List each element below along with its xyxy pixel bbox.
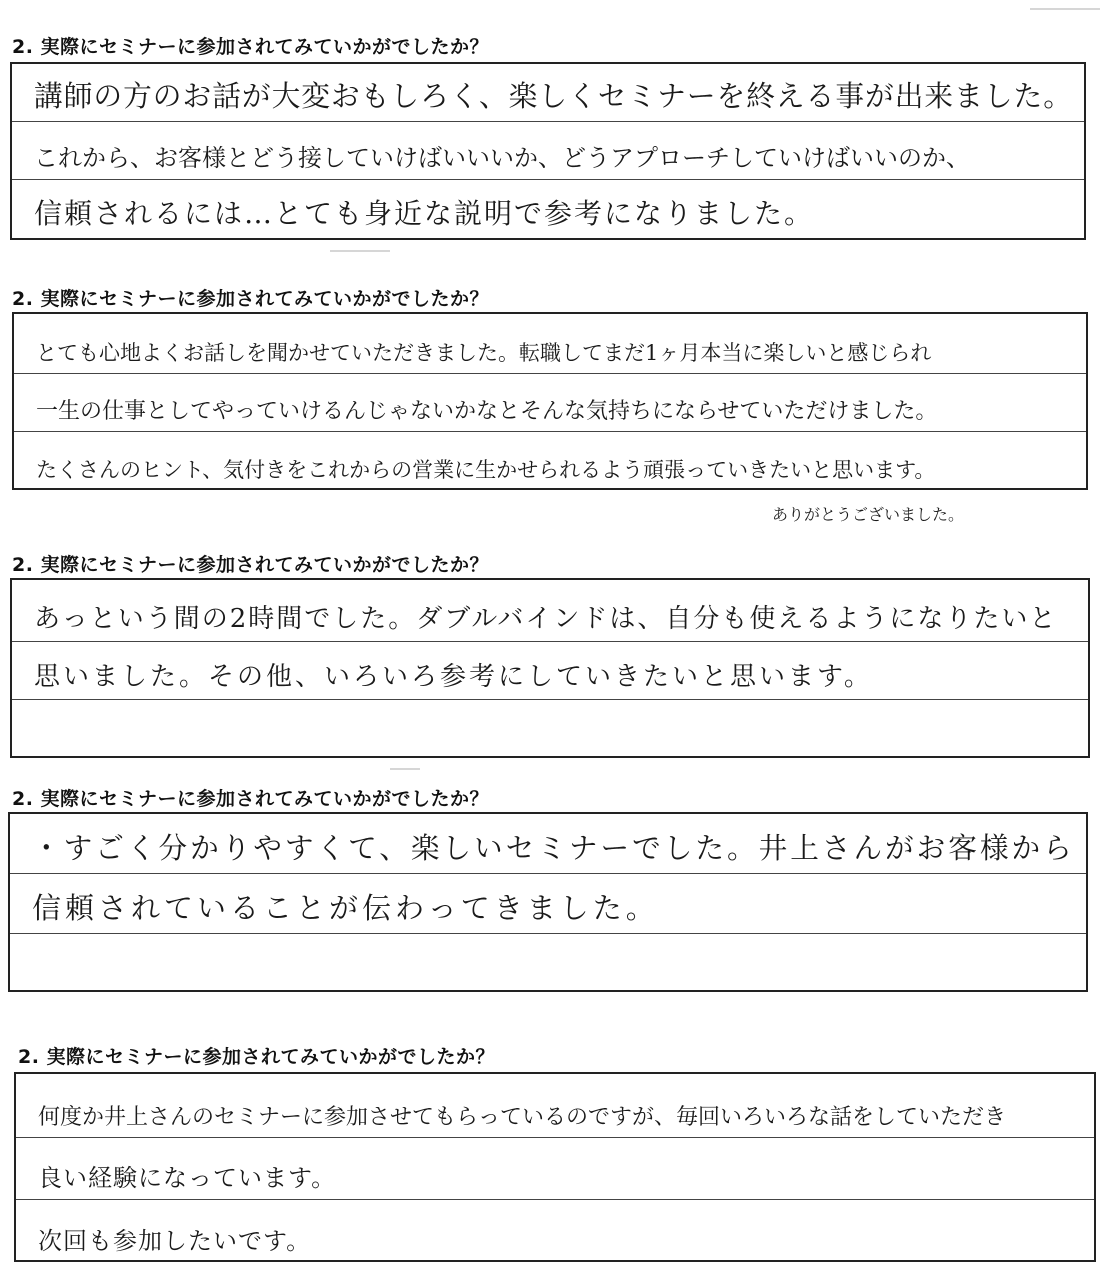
- handwritten-text: とても心地よくお話しを聞かせていただきました。転職してまだ1ヶ月本当に楽しいと感じられ: [36, 341, 932, 365]
- response-line: [16, 1074, 1094, 1138]
- handwritten-text: 一生の仕事としてやっていけるんじゃないかなとそんな気持ちにならせていただけました。: [36, 399, 938, 424]
- response-box: [10, 62, 1086, 240]
- question-heading: 2. 実際にセミナーに参加されてみていかがでしたか？: [12, 288, 490, 310]
- response-line: [12, 642, 1088, 700]
- response-line: [12, 580, 1088, 642]
- response-section-4: [0, 784, 1114, 1004]
- response-line: [12, 180, 1084, 238]
- response-line: [10, 934, 1086, 992]
- handwritten-text: あっという間の2時間でした。ダブルバインドは、自分も使えるようになりたいと: [34, 604, 1058, 634]
- response-section-5: [0, 1042, 1114, 1274]
- response-box: [8, 812, 1088, 992]
- question-heading: 2. 実際にセミナーに参加されてみていかがでしたか？: [18, 1046, 496, 1068]
- response-box: [12, 312, 1088, 490]
- scan-mark: [1030, 8, 1100, 10]
- response-line: [16, 1138, 1094, 1200]
- handwritten-text: 思いました。その他、いろいろ参考にしていきたいと思います。: [34, 662, 873, 692]
- handwritten-text: 何度か井上さんのセミナーに参加させてもらっているのですが、毎回いろいろな話をしていただき: [38, 1105, 1007, 1130]
- response-box: [14, 1072, 1096, 1262]
- question-heading: 2. 実際にセミナーに参加されてみていかがでしたか？: [12, 788, 490, 810]
- handwritten-text: 講師の方のお話が大変おもしろく、楽しくセミナーを終える事が出来ました。: [34, 79, 1073, 113]
- handwritten-text: 信頼されるには…とても身近な説明で参考になりました。: [34, 197, 815, 230]
- handwritten-note: ありがとうございました。: [772, 505, 965, 524]
- response-line: [16, 1200, 1094, 1262]
- scan-mark: [330, 250, 390, 252]
- handwritten-text: たくさんのヒント、気付きをこれからの営業に生かせられるよう頑張っていきたいと思います。: [36, 458, 936, 482]
- response-box: [10, 578, 1090, 758]
- handwritten-text: ・すごく分かりやすくて、楽しいセミナーでした。井上さんがお客様から: [32, 831, 1075, 865]
- handwritten-text: 信頼されていることが伝わってきました。: [32, 891, 659, 925]
- handwritten-text: 次回も参加したいです。: [38, 1227, 312, 1255]
- response-line: [12, 700, 1088, 758]
- response-line: [10, 814, 1086, 874]
- response-line: [12, 122, 1084, 180]
- handwritten-text: 良い経験になっています。: [38, 1164, 337, 1192]
- response-line: [14, 374, 1086, 432]
- response-line: [14, 432, 1086, 490]
- response-line: [12, 64, 1084, 122]
- response-line: [10, 874, 1086, 934]
- response-section-1: [0, 32, 1114, 242]
- handwritten-text: これから、お客様とどう接していけばいいいか、どうアプローチしていけばいいのか、: [34, 144, 970, 172]
- response-line: [14, 314, 1086, 374]
- response-section-2: [0, 284, 1114, 534]
- question-heading: 2. 実際にセミナーに参加されてみていかがでしたか？: [12, 554, 490, 576]
- question-heading: 2. 実際にセミナーに参加されてみていかがでしたか？: [12, 36, 490, 58]
- response-section-3: [0, 550, 1114, 770]
